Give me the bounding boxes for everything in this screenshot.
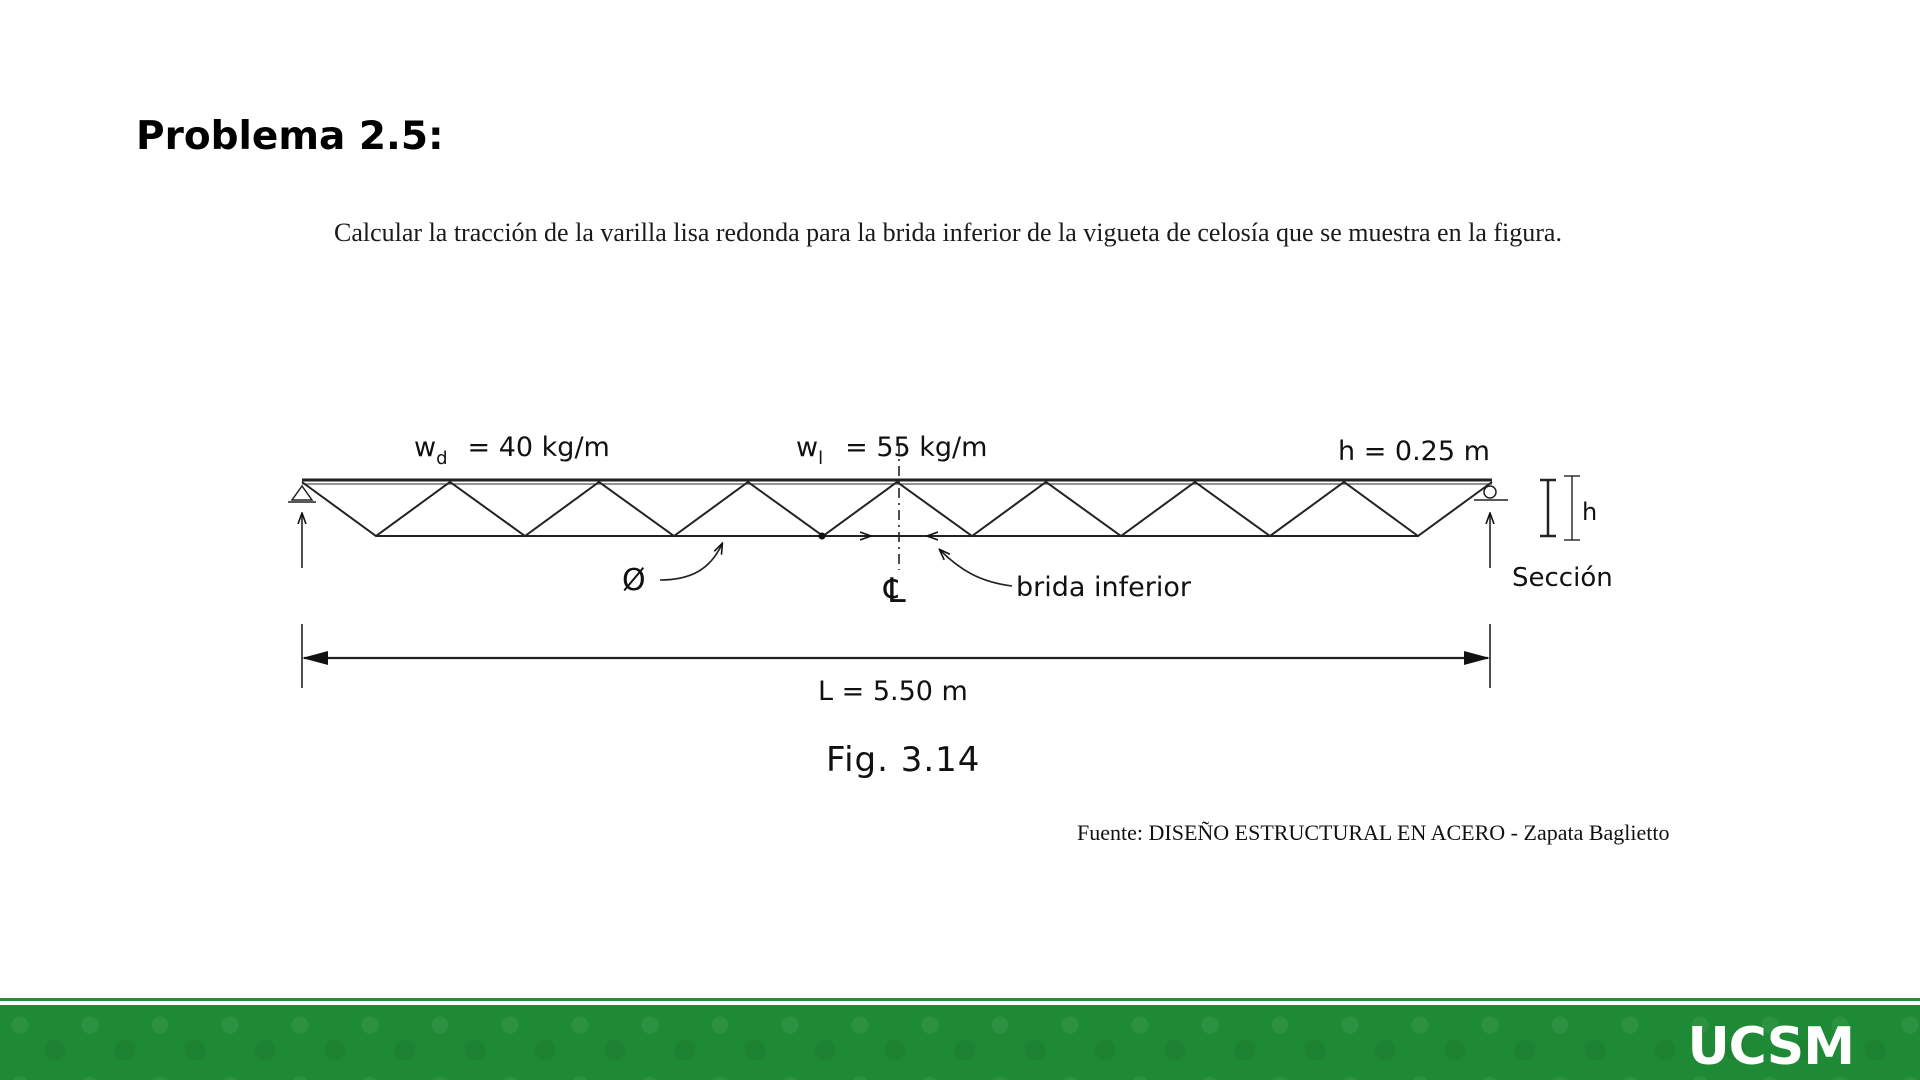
section-label: Sección [1512,563,1613,593]
slide-title: Problema 2.5: [136,114,444,159]
left-support [288,486,316,568]
footer-bar [0,1005,1920,1080]
problem-statement: Calcular la tracción de la varilla lisa redonda para la brida inferior de la vigueta de celosía que se muestra en la figura. [334,218,1562,247]
figure-caption: Fig. 3.14 [826,740,981,780]
ucsm-logo: UCSM [1687,1017,1854,1077]
bottom-chord-label: brida inferior [1016,572,1191,603]
centerline-label: ℄ [884,571,906,611]
web-members [302,482,1492,536]
source-citation: Fuente: DISEÑO ESTRUCTURAL EN ACERO - Zapata Baglietto [1077,820,1670,845]
phi-label: Ø [622,563,646,598]
dead-load-label: $w_d = 40$ kg/m [414,432,610,469]
live-load-label: $w_l = 55$ kg/m [796,432,988,469]
span-label: L = 5.50 m [818,676,968,707]
section-h-label: h [1582,498,1598,526]
section-symbol [1540,476,1580,540]
height-label: h = 0.25 m [1338,436,1490,467]
truss-figure [270,420,1670,720]
footer-divider [0,998,1920,1001]
right-support [1474,486,1508,568]
